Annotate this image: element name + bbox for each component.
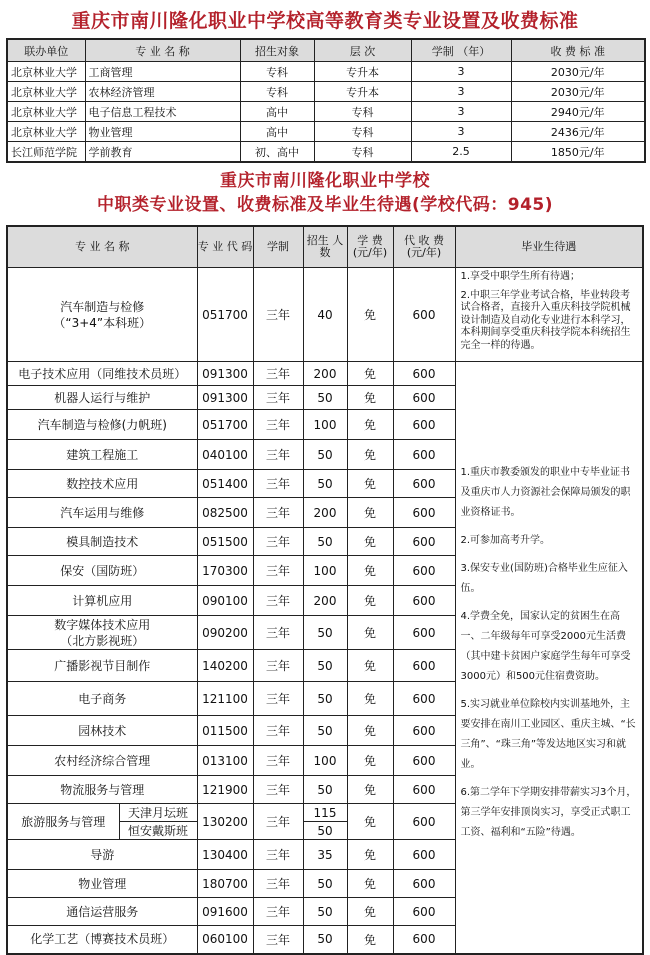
years-cell: 3 (411, 82, 511, 102)
code-cell: 051400 (197, 470, 253, 498)
years-cell: 三年 (253, 776, 303, 804)
code-cell: 091600 (197, 898, 253, 926)
section-subtitle: 中职类专业设置、收费标准及毕业生待遇(学校代码：945) (96, 195, 554, 215)
count-cell: 40 (303, 268, 347, 362)
page-title: 重庆市南川隆化职业中学校高等教育类专业设置及收费标准 (71, 10, 579, 32)
years-cell: 三年 (253, 362, 303, 386)
years-cell: 三年 (253, 528, 303, 556)
code-cell: 040100 (197, 440, 253, 470)
code-cell: 090200 (197, 616, 253, 650)
major-name: 机器人运行与维护 (54, 390, 151, 405)
fee-cell: 免 (347, 650, 393, 682)
extra-cell: 600 (393, 682, 455, 716)
level-cell: 专科 (314, 142, 411, 163)
code-cell: 051500 (197, 528, 253, 556)
code-cell: 051700 (197, 268, 253, 362)
major-name-cell (7, 650, 197, 682)
years-cell: 3 (411, 122, 511, 142)
benefit-item: 1.享受中职学生所有待遇； (460, 271, 581, 282)
major-name-cell (7, 616, 197, 650)
count-cell: 200 (303, 586, 347, 616)
partner-cell: 长江师范学院 (7, 142, 85, 163)
code-cell: 060100 (197, 926, 253, 954)
years-cell: 三年 (253, 410, 303, 440)
fee-cell: 免 (347, 440, 393, 470)
major-cell: 工商管理 (85, 62, 240, 82)
table-row (7, 82, 645, 102)
extra-cell: 600 (393, 616, 455, 650)
header-cell: 联办单位 (7, 39, 85, 62)
header-cell: 专 业 名 称 (7, 226, 197, 268)
benefit-item: 2.中职三年学业考试合格，毕业转段考试合格者，直接升入重庆科技学院机械设计制造及自动化专业进行本科学习，本科期间享受重庆科技学院本科统招生完全一样的待遇。 (460, 289, 631, 351)
major-name-cell (7, 840, 197, 870)
major-name: 电子商务 (78, 691, 127, 706)
fee-cell: 免 (347, 528, 393, 556)
years-cell: 2.5 (411, 142, 511, 163)
table-row (7, 268, 643, 362)
code-cell: 091300 (197, 362, 253, 386)
count-cell: 50 (303, 716, 347, 746)
fee-cell: 免 (347, 804, 393, 840)
major-name-cell (7, 362, 197, 386)
major-cell: 农林经济管理 (85, 82, 240, 102)
table-row (7, 362, 643, 386)
major-cell: 电子信息工程技术 (85, 102, 240, 122)
table-row (7, 142, 645, 163)
header-cell: 毕业生待遇 (455, 226, 643, 268)
major-name-cell (7, 556, 197, 586)
fee-cell: 2940元/年 (511, 102, 645, 122)
count-cell: 115 (303, 804, 347, 822)
count-cell: 50 (303, 616, 347, 650)
major-name-cell (7, 470, 197, 498)
major-name: 建筑工程施工 (66, 447, 139, 462)
fee-cell: 免 (347, 926, 393, 954)
fee-cell: 免 (347, 470, 393, 498)
section-title: 重庆市南川隆化职业中学校 (220, 171, 430, 191)
count-cell: 50 (303, 470, 347, 498)
target-cell: 高中 (240, 122, 314, 142)
years-cell: 三年 (253, 616, 303, 650)
years-cell: 3 (411, 102, 511, 122)
major-cell: 学前教育 (85, 142, 240, 163)
fee-cell: 免 (347, 616, 393, 650)
header-cell: 招生对象 (240, 39, 314, 62)
major-name-cell (7, 528, 197, 556)
major-class-note: （北方影视班） (60, 633, 145, 648)
major-name-cell (7, 870, 197, 898)
code-cell: 011500 (197, 716, 253, 746)
fee-cell: 免 (347, 386, 393, 410)
code-cell: 090100 (197, 586, 253, 616)
fee-cell: 免 (347, 716, 393, 746)
level-cell: 专科 (314, 102, 411, 122)
major-name: 计算机应用 (72, 593, 133, 608)
fee-cell: 免 (347, 840, 393, 870)
benefit-item: 6.第二学年下学期安排带薪实习3个月，第三学年安排顶岗实习，享受正式职工工资、福利和“五险”待遇。 (460, 787, 637, 839)
extra-cell: 600 (393, 362, 455, 386)
fee-cell: 免 (347, 776, 393, 804)
level-cell: 专科 (314, 122, 411, 142)
header-cell: 学制 (253, 226, 303, 268)
extra-cell: 600 (393, 586, 455, 616)
code-cell: 121900 (197, 776, 253, 804)
major-name: 数控技术应用 (66, 476, 139, 491)
major-class-note: （“3+4”本科班） (53, 315, 152, 330)
major-name-cell (7, 716, 197, 746)
years-cell: 三年 (253, 840, 303, 870)
major-cell: 物业管理 (85, 122, 240, 142)
major-name: 农村经济综合管理 (54, 753, 151, 768)
years-cell: 三年 (253, 498, 303, 528)
extra-cell: 600 (393, 440, 455, 470)
count-cell: 50 (303, 870, 347, 898)
extra-cell: 600 (393, 870, 455, 898)
years-cell: 三年 (253, 746, 303, 776)
major-name-cell (7, 682, 197, 716)
header-cell: 学 费 (元/年) (347, 226, 393, 268)
fee-cell: 免 (347, 410, 393, 440)
partner-cell: 北京林业大学 (7, 82, 85, 102)
table-header-row (7, 226, 643, 268)
level-cell: 专升本 (314, 82, 411, 102)
benefit-item: 5.实习就业单位除校内实训基地外，主要安排在南川工业园区、重庆主城、“长三角”、“珠三角”等发达地区实习和就业。 (460, 699, 636, 771)
major-name: 物流服务与管理 (60, 782, 145, 797)
fee-cell: 1850元/年 (511, 142, 645, 163)
fee-cell: 2030元/年 (511, 82, 645, 102)
extra-cell: 600 (393, 776, 455, 804)
years-cell: 三年 (253, 470, 303, 498)
code-cell: 082500 (197, 498, 253, 528)
benefit-item: 3.保安专业(国防班)合格毕业生应征入伍。 (460, 563, 628, 595)
code-cell: 180700 (197, 870, 253, 898)
class-name-cell: 恒安戴斯班 (119, 822, 197, 840)
major-name-cell (7, 498, 197, 528)
count-cell: 50 (303, 386, 347, 410)
partner-cell: 北京林业大学 (7, 122, 85, 142)
major-name-cell (7, 410, 197, 440)
table-row (7, 62, 645, 82)
header-cell: 招生 人数 (303, 226, 347, 268)
fee-cell: 免 (347, 362, 393, 386)
years-cell: 三年 (253, 716, 303, 746)
major-name: 汽车制造与检修 (60, 299, 145, 314)
benefits-bottom-cell (455, 362, 643, 954)
major-name: 园林技术 (78, 723, 127, 738)
class-name-cell: 天津月坛班 (119, 804, 197, 822)
vocational-table (6, 225, 644, 955)
fee-cell: 免 (347, 898, 393, 926)
extra-cell: 600 (393, 804, 455, 840)
count-cell: 50 (303, 898, 347, 926)
major-name: 导游 (90, 847, 115, 862)
major-name-cell (7, 746, 197, 776)
extra-cell: 600 (393, 498, 455, 528)
years-cell: 三年 (253, 682, 303, 716)
years-cell: 三年 (253, 926, 303, 954)
benefit-item: 4.学费全免，国家认定的贫困生在高一、二年级每年可享受2000元生活费（其中建卡贫困户家庭学生每年可享受3000元）和500元住宿费资助。 (460, 611, 631, 683)
target-cell: 初、高中 (240, 142, 314, 163)
major-name: 电子技术应用（同维技术员班） (18, 366, 187, 381)
major-name-cell (7, 776, 197, 804)
fee-cell: 免 (347, 556, 393, 586)
major-name-cell (7, 386, 197, 410)
extra-cell: 600 (393, 898, 455, 926)
major-name: 汽车制造与检修(力帆班) (37, 417, 167, 432)
table-row (7, 102, 645, 122)
extra-cell: 600 (393, 840, 455, 870)
fee-cell: 2436元/年 (511, 122, 645, 142)
years-cell: 三年 (253, 586, 303, 616)
fee-cell: 免 (347, 586, 393, 616)
years-cell: 三年 (253, 440, 303, 470)
extra-cell: 600 (393, 556, 455, 586)
count-cell: 50 (303, 440, 347, 470)
extra-cell: 600 (393, 746, 455, 776)
major-name: 汽车运用与维修 (60, 505, 145, 520)
extra-cell: 600 (393, 410, 455, 440)
major-name: 保安（国防班） (60, 563, 145, 578)
fee-cell: 2030元/年 (511, 62, 645, 82)
partner-cell: 北京林业大学 (7, 102, 85, 122)
count-cell: 50 (303, 682, 347, 716)
partner-cell: 北京林业大学 (7, 62, 85, 82)
major-name-cell (7, 586, 197, 616)
table-row (7, 122, 645, 142)
header-cell: 学制 （年） (411, 39, 511, 62)
table-header-row (7, 39, 645, 62)
major-name-cell (7, 926, 197, 954)
fee-cell: 免 (347, 746, 393, 776)
count-cell: 100 (303, 556, 347, 586)
code-cell: 130400 (197, 840, 253, 870)
code-cell: 130200 (197, 804, 253, 840)
code-cell: 091300 (197, 386, 253, 410)
header-cell: 收 费 标 准 (511, 39, 645, 62)
years-cell: 三年 (253, 650, 303, 682)
benefit-item: 1.重庆市教委颁发的职业中专毕业证书及重庆市人力资源社会保障局颁发的职业资格证书。 (460, 467, 631, 519)
fee-cell: 免 (347, 870, 393, 898)
major-name-cell (7, 898, 197, 926)
extra-cell: 600 (393, 386, 455, 410)
fee-cell: 免 (347, 268, 393, 362)
years-cell: 三年 (253, 870, 303, 898)
target-cell: 高中 (240, 102, 314, 122)
target-cell: 专科 (240, 62, 314, 82)
major-name: 模具制造技术 (66, 534, 139, 549)
count-cell: 100 (303, 746, 347, 776)
count-cell: 200 (303, 498, 347, 528)
years-cell: 三年 (253, 386, 303, 410)
major-name: 广播影视节目制作 (54, 658, 151, 673)
count-cell: 50 (303, 822, 347, 840)
count-cell: 50 (303, 776, 347, 804)
benefit-item: 2.可参加高考升学。 (460, 535, 551, 547)
years-cell: 三年 (253, 268, 303, 362)
years-cell: 三年 (253, 804, 303, 840)
extra-cell: 600 (393, 650, 455, 682)
target-cell: 专科 (240, 82, 314, 102)
fee-cell: 免 (347, 682, 393, 716)
code-cell: 170300 (197, 556, 253, 586)
extra-cell: 600 (393, 268, 455, 362)
header-cell: 专 业 名 称 (85, 39, 240, 62)
count-cell: 100 (303, 410, 347, 440)
major-name-cell (7, 440, 197, 470)
code-cell: 121100 (197, 682, 253, 716)
major-name: 数字媒体技术应用 (54, 617, 151, 632)
level-cell: 专升本 (314, 62, 411, 82)
extra-cell: 600 (393, 926, 455, 954)
extra-cell: 600 (393, 470, 455, 498)
count-cell: 50 (303, 926, 347, 954)
major-name-cell (7, 268, 197, 362)
benefits-top-cell (455, 268, 643, 362)
code-cell: 051700 (197, 410, 253, 440)
extra-cell: 600 (393, 528, 455, 556)
header-cell: 专 业 代 码 (197, 226, 253, 268)
count-cell: 50 (303, 528, 347, 556)
higher-education-table (6, 38, 646, 163)
count-cell: 35 (303, 840, 347, 870)
years-cell: 三年 (253, 556, 303, 586)
code-cell: 013100 (197, 746, 253, 776)
header-cell: 代 收 费 (元/年) (393, 226, 455, 268)
major-name: 化学工艺（博赛技术员班） (30, 932, 175, 947)
header-cell: 层 次 (314, 39, 411, 62)
fee-cell: 免 (347, 498, 393, 528)
code-cell: 140200 (197, 650, 253, 682)
extra-cell: 600 (393, 716, 455, 746)
years-cell: 3 (411, 62, 511, 82)
major-name: 通信运营服务 (66, 904, 139, 919)
count-cell: 50 (303, 650, 347, 682)
count-cell: 200 (303, 362, 347, 386)
major-name: 物业管理 (78, 876, 127, 891)
years-cell: 三年 (253, 898, 303, 926)
major-name-cell: 旅游服务与管理 (7, 804, 119, 840)
